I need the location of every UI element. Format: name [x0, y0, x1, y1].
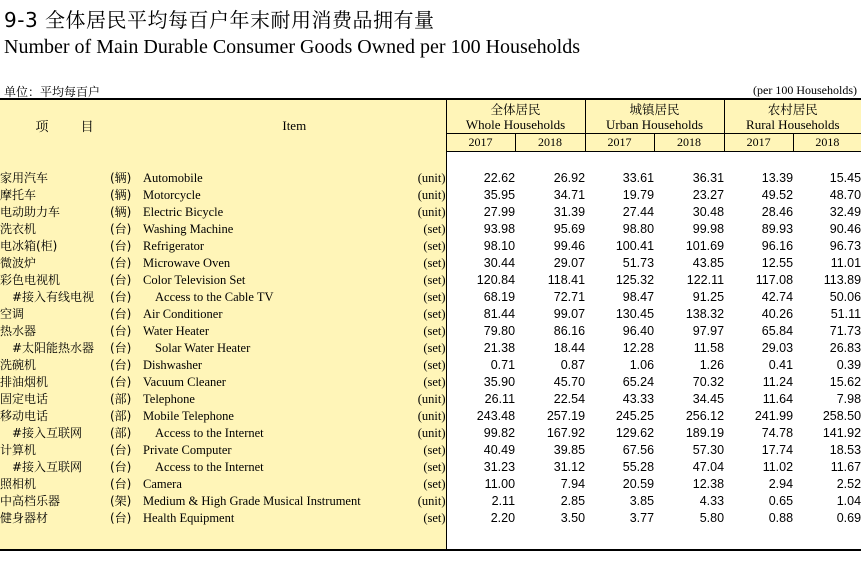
- value-cell: 3.77: [629, 511, 655, 525]
- value-cell: 22.54: [553, 392, 586, 406]
- item-name-cn: 洗碗机: [0, 357, 110, 374]
- value-cell: 17.74: [761, 443, 794, 457]
- table-row: [0, 510, 861, 527]
- value-cell: 45.70: [553, 375, 586, 389]
- unit-note-cn: 单位：平均每百户: [4, 85, 101, 99]
- item-name-en: Water Heater: [143, 323, 368, 340]
- item-name-en: Telephone: [143, 391, 368, 408]
- header-item-cn: 项 目: [0, 99, 143, 152]
- item-name-cn: 电动助力车: [0, 204, 110, 221]
- item-name-en: Health Equipment: [143, 510, 368, 527]
- value-cell: 35.95: [483, 188, 516, 202]
- measure-unit-en: (set): [368, 374, 446, 391]
- measure-unit-en: (unit): [368, 391, 446, 408]
- item-name-cn: 摩托车: [0, 187, 110, 204]
- value-cell: 70.32: [692, 375, 725, 389]
- value-cell: 99.07: [553, 307, 586, 321]
- value-cell: 36.31: [692, 171, 725, 185]
- value-cell: 11.01: [830, 256, 861, 270]
- measure-unit-cn: (台): [110, 340, 143, 357]
- item-name-cn: #接入互联网: [0, 459, 110, 476]
- value-cell: 258.50: [822, 409, 861, 423]
- value-cell: 7.98: [836, 392, 861, 406]
- item-name-cn: 洗衣机: [0, 221, 110, 238]
- value-cell: 55.28: [622, 460, 655, 474]
- value-cell: 167.92: [546, 426, 586, 440]
- measure-unit-cn: (台): [110, 357, 143, 374]
- value-cell: 130.45: [615, 307, 655, 321]
- value-cell: 98.10: [483, 239, 516, 253]
- value-cell: 30.48: [692, 205, 725, 219]
- item-name-cn: #接入有线电视: [0, 289, 110, 306]
- value-cell: 79.80: [483, 324, 516, 338]
- value-cell: 21.38: [483, 341, 516, 355]
- measure-unit-en: (set): [368, 510, 446, 527]
- table-row: [0, 272, 861, 289]
- value-cell: 1.04: [836, 494, 861, 508]
- table-row: [0, 425, 861, 442]
- table-row: [0, 391, 861, 408]
- item-name-cn: 电冰箱(柜): [0, 238, 110, 255]
- value-cell: 12.38: [692, 477, 725, 491]
- measure-unit-en: (unit): [368, 493, 446, 510]
- value-cell: 241.99: [754, 409, 794, 423]
- item-name-cn: 照相机: [0, 476, 110, 493]
- measure-unit-en: (unit): [368, 408, 446, 425]
- value-cell: 91.25: [692, 290, 725, 304]
- value-cell: 31.23: [483, 460, 516, 474]
- value-cell: 2.85: [560, 494, 586, 508]
- group-label-en: Urban Households: [605, 116, 704, 132]
- value-cell: 30.44: [483, 256, 516, 270]
- item-name-cn: 空调: [0, 306, 110, 323]
- value-cell: 4.33: [699, 494, 725, 508]
- value-cell: 113.89: [823, 273, 861, 287]
- value-cell: 51.11: [830, 307, 861, 321]
- value-cell: 96.40: [622, 324, 655, 338]
- value-cell: 0.41: [768, 358, 794, 372]
- year-header: 2017: [446, 134, 515, 152]
- value-cell: 51.73: [622, 256, 655, 270]
- value-cell: 81.44: [483, 307, 516, 321]
- value-cell: 22.62: [483, 171, 516, 185]
- measure-unit-en: (set): [368, 476, 446, 493]
- value-cell: 189.19: [685, 426, 725, 440]
- header-item-en: Item: [143, 99, 446, 152]
- value-cell: 99.98: [692, 222, 725, 236]
- value-cell: 19.79: [622, 188, 655, 202]
- value-cell: 98.80: [622, 222, 655, 236]
- value-cell: 122.11: [686, 273, 725, 287]
- table-title-en: Number of Main Durable Consumer Goods Owned per 100 Households: [4, 36, 581, 58]
- measure-unit-en: (set): [368, 289, 446, 306]
- value-cell: 34.71: [553, 188, 586, 202]
- value-cell: 3.85: [629, 494, 655, 508]
- value-cell: 40.26: [761, 307, 794, 321]
- table-row: [0, 187, 861, 204]
- value-cell: 138.32: [685, 307, 725, 321]
- table-title-cn: 9-3 全体居民平均每百户年末耐用消费品拥有量: [4, 8, 435, 32]
- value-cell: 15.45: [829, 171, 861, 185]
- unit-note-en: (per 100 Households): [753, 83, 857, 97]
- value-cell: 12.55: [761, 256, 794, 270]
- value-cell: 71.73: [829, 324, 861, 338]
- value-cell: 129.62: [615, 426, 655, 440]
- measure-unit-en: (set): [368, 459, 446, 476]
- table-row: [0, 306, 861, 323]
- table-row: [0, 357, 861, 374]
- table-row: [0, 238, 861, 255]
- item-name-cn: 健身器材: [0, 510, 110, 527]
- value-cell: 65.84: [761, 324, 794, 338]
- header-group-rural: [724, 99, 861, 134]
- item-name-en: Access to the Internet: [143, 459, 368, 476]
- value-cell: 2.11: [491, 494, 516, 508]
- value-cell: 40.49: [483, 443, 516, 457]
- item-name-cn: 微波炉: [0, 255, 110, 272]
- year-header: 2018: [654, 134, 724, 152]
- table-row: [0, 289, 861, 306]
- item-name-en: Mobile Telephone: [143, 408, 368, 425]
- value-cell: 26.92: [553, 171, 586, 185]
- item-name-cn: 计算机: [0, 442, 110, 459]
- value-cell: 118.41: [547, 273, 586, 287]
- value-cell: 67.56: [622, 443, 655, 457]
- item-name-en: Medium & High Grade Musical Instrument: [143, 493, 368, 510]
- measure-unit-en: (set): [368, 442, 446, 459]
- measure-unit-cn: (架): [110, 493, 143, 510]
- item-name-en: Camera: [143, 476, 368, 493]
- measure-unit-cn: (台): [110, 459, 143, 476]
- group-label-cn: 农村居民: [767, 101, 818, 117]
- value-cell: 96.16: [761, 239, 794, 253]
- item-name-cn: 固定电话: [0, 391, 110, 408]
- measure-unit-en: (set): [368, 255, 446, 272]
- value-cell: 26.11: [484, 392, 516, 406]
- value-cell: 101.69: [685, 239, 725, 253]
- measure-unit-en: (unit): [368, 204, 446, 221]
- value-cell: 48.70: [829, 188, 861, 202]
- value-cell: 0.39: [836, 358, 861, 372]
- measure-unit-cn: (部): [110, 391, 143, 408]
- value-cell: 2.94: [768, 477, 794, 491]
- value-cell: 96.73: [829, 239, 861, 253]
- value-cell: 42.74: [761, 290, 794, 304]
- item-name-en: Microwave Oven: [143, 255, 368, 272]
- measure-unit-en: (set): [368, 238, 446, 255]
- value-cell: 11.64: [762, 392, 794, 406]
- group-label-en: Whole Households: [465, 116, 566, 132]
- item-name-en: Access to the Internet: [143, 425, 368, 442]
- table-row: [0, 442, 861, 459]
- value-cell: 243.48: [476, 409, 516, 423]
- value-cell: 29.07: [553, 256, 586, 270]
- value-cell: 39.85: [553, 443, 586, 457]
- measure-unit-cn: (台): [110, 510, 143, 527]
- measure-unit-cn: (台): [110, 221, 143, 238]
- value-cell: 31.39: [553, 205, 586, 219]
- item-name-en: Dishwasher: [143, 357, 368, 374]
- value-cell: 0.69: [836, 511, 861, 525]
- value-cell: 11.02: [762, 460, 794, 474]
- measure-unit-en: (unit): [368, 187, 446, 204]
- measure-unit-en: (set): [368, 340, 446, 357]
- value-cell: 2.52: [836, 477, 861, 491]
- measure-unit-cn: (辆): [110, 170, 143, 187]
- value-cell: 31.12: [553, 460, 586, 474]
- measure-unit-cn: (台): [110, 306, 143, 323]
- measure-unit-cn: (台): [110, 323, 143, 340]
- measure-unit-cn: (辆): [110, 187, 143, 204]
- measure-unit-en: (set): [368, 306, 446, 323]
- value-cell: 57.30: [692, 443, 725, 457]
- measure-unit-cn: (辆): [110, 204, 143, 221]
- measure-unit-cn: (台): [110, 374, 143, 391]
- table-body: [0, 152, 861, 551]
- value-cell: 97.97: [692, 324, 725, 338]
- measure-unit-en: (unit): [368, 425, 446, 442]
- value-cell: 32.49: [829, 205, 861, 219]
- value-cell: 90.46: [829, 222, 861, 236]
- value-cell: 28.46: [761, 205, 794, 219]
- measure-unit-en: (unit): [368, 170, 446, 187]
- table-row: [0, 255, 861, 272]
- value-cell: 125.32: [615, 273, 655, 287]
- item-name-cn: 移动电话: [0, 408, 110, 425]
- value-cell: 89.93: [761, 222, 794, 236]
- item-name-cn: #太阳能热水器: [0, 340, 110, 357]
- group-label-cn: 全体居民: [490, 101, 541, 117]
- item-name-en: Vacuum Cleaner: [143, 374, 368, 391]
- value-cell: 18.44: [553, 341, 586, 355]
- group-label-cn: 城镇居民: [629, 101, 680, 117]
- value-cell: 99.46: [553, 239, 586, 253]
- measure-unit-cn: (台): [110, 238, 143, 255]
- table-row: [0, 374, 861, 391]
- measure-unit-en: (set): [368, 323, 446, 340]
- value-cell: 18.53: [829, 443, 861, 457]
- value-cell: 11.58: [693, 341, 725, 355]
- value-cell: 11.67: [830, 460, 861, 474]
- item-name-cn: 排油烟机: [0, 374, 110, 391]
- value-cell: 117.08: [755, 273, 794, 287]
- value-cell: 98.47: [622, 290, 655, 304]
- item-name-cn: 中高档乐器: [0, 493, 110, 510]
- value-cell: 86.16: [553, 324, 586, 338]
- value-cell: 50.06: [829, 290, 861, 304]
- table-row: [0, 204, 861, 221]
- value-cell: 3.50: [560, 511, 586, 525]
- value-cell: 35.90: [483, 375, 516, 389]
- value-cell: 95.69: [553, 222, 586, 236]
- value-cell: 43.85: [692, 256, 725, 270]
- value-cell: 26.83: [829, 341, 861, 355]
- item-name-en: Access to the Cable TV: [143, 289, 368, 306]
- value-cell: 11.00: [484, 477, 516, 491]
- measure-unit-cn: (部): [110, 408, 143, 425]
- item-name-en: Refrigerator: [143, 238, 368, 255]
- spacer-row: [0, 527, 861, 550]
- value-cell: 43.33: [622, 392, 655, 406]
- spacer-row: [0, 152, 861, 171]
- table-row: [0, 408, 861, 425]
- value-cell: 47.04: [692, 460, 725, 474]
- value-cell: 5.80: [699, 511, 725, 525]
- measure-unit-en: (set): [368, 272, 446, 289]
- table-row: [0, 493, 861, 510]
- item-name-en: Solar Water Heater: [143, 340, 368, 357]
- value-cell: 245.25: [615, 409, 655, 423]
- year-header: 2017: [724, 134, 793, 152]
- item-name-cn: 热水器: [0, 323, 110, 340]
- value-cell: 72.71: [553, 290, 586, 304]
- measure-unit-en: (set): [368, 221, 446, 238]
- value-cell: 34.45: [692, 392, 725, 406]
- value-cell: 12.28: [622, 341, 655, 355]
- value-cell: 256.12: [685, 409, 725, 423]
- measure-unit-cn: (部): [110, 425, 143, 442]
- header-group-urban: [585, 99, 724, 134]
- measure-unit-cn: (台): [110, 255, 143, 272]
- value-cell: 141.92: [822, 426, 861, 440]
- value-cell: 0.88: [768, 511, 794, 525]
- value-cell: 0.87: [560, 358, 586, 372]
- value-cell: 27.99: [483, 205, 516, 219]
- item-name-en: Color Television Set: [143, 272, 368, 289]
- value-cell: 93.98: [483, 222, 516, 236]
- item-name-en: Motorcycle: [143, 187, 368, 204]
- item-name-en: Air Conditioner: [143, 306, 368, 323]
- value-cell: 0.65: [768, 494, 794, 508]
- table-row: [0, 459, 861, 476]
- value-cell: 65.24: [622, 375, 655, 389]
- year-header: 2018: [793, 134, 861, 152]
- value-cell: 2.20: [490, 511, 516, 525]
- value-cell: 49.52: [761, 188, 794, 202]
- item-name-en: Washing Machine: [143, 221, 368, 238]
- table-row: [0, 476, 861, 493]
- value-cell: 1.26: [699, 358, 725, 372]
- year-header: 2018: [515, 134, 585, 152]
- value-cell: 74.78: [761, 426, 794, 440]
- table-row: [0, 221, 861, 238]
- measure-unit-cn: (台): [110, 476, 143, 493]
- item-name-en: Private Computer: [143, 442, 368, 459]
- value-cell: 20.59: [622, 477, 655, 491]
- header-group-whole: [446, 99, 585, 134]
- value-cell: 23.27: [692, 188, 725, 202]
- measure-unit-cn: (台): [110, 272, 143, 289]
- item-name-cn: 彩色电视机: [0, 272, 110, 289]
- value-cell: 33.61: [622, 171, 655, 185]
- value-cell: 257.19: [546, 409, 586, 423]
- value-cell: 11.24: [762, 375, 794, 389]
- table-row: [0, 340, 861, 357]
- year-header: 2017: [585, 134, 654, 152]
- value-cell: 100.41: [615, 239, 655, 253]
- value-cell: 29.03: [761, 341, 794, 355]
- value-cell: 15.62: [829, 375, 861, 389]
- measure-unit-en: (set): [368, 357, 446, 374]
- value-cell: 7.94: [560, 477, 586, 491]
- table-row: [0, 170, 861, 187]
- value-cell: 1.06: [629, 358, 655, 372]
- measure-unit-cn: (台): [110, 289, 143, 306]
- value-cell: 27.44: [622, 205, 655, 219]
- data-table: [0, 98, 861, 551]
- item-name-en: Electric Bicycle: [143, 204, 368, 221]
- group-label-en: Rural Households: [746, 116, 840, 132]
- item-name-cn: #接入互联网: [0, 425, 110, 442]
- item-name-en: Automobile: [143, 170, 368, 187]
- value-cell: 99.82: [483, 426, 516, 440]
- measure-unit-cn: (台): [110, 442, 143, 459]
- value-cell: 0.71: [490, 358, 516, 372]
- value-cell: 13.39: [761, 171, 794, 185]
- value-cell: 68.19: [483, 290, 516, 304]
- value-cell: 120.84: [476, 273, 516, 287]
- item-name-cn: 家用汽车: [0, 170, 110, 187]
- table-row: [0, 323, 861, 340]
